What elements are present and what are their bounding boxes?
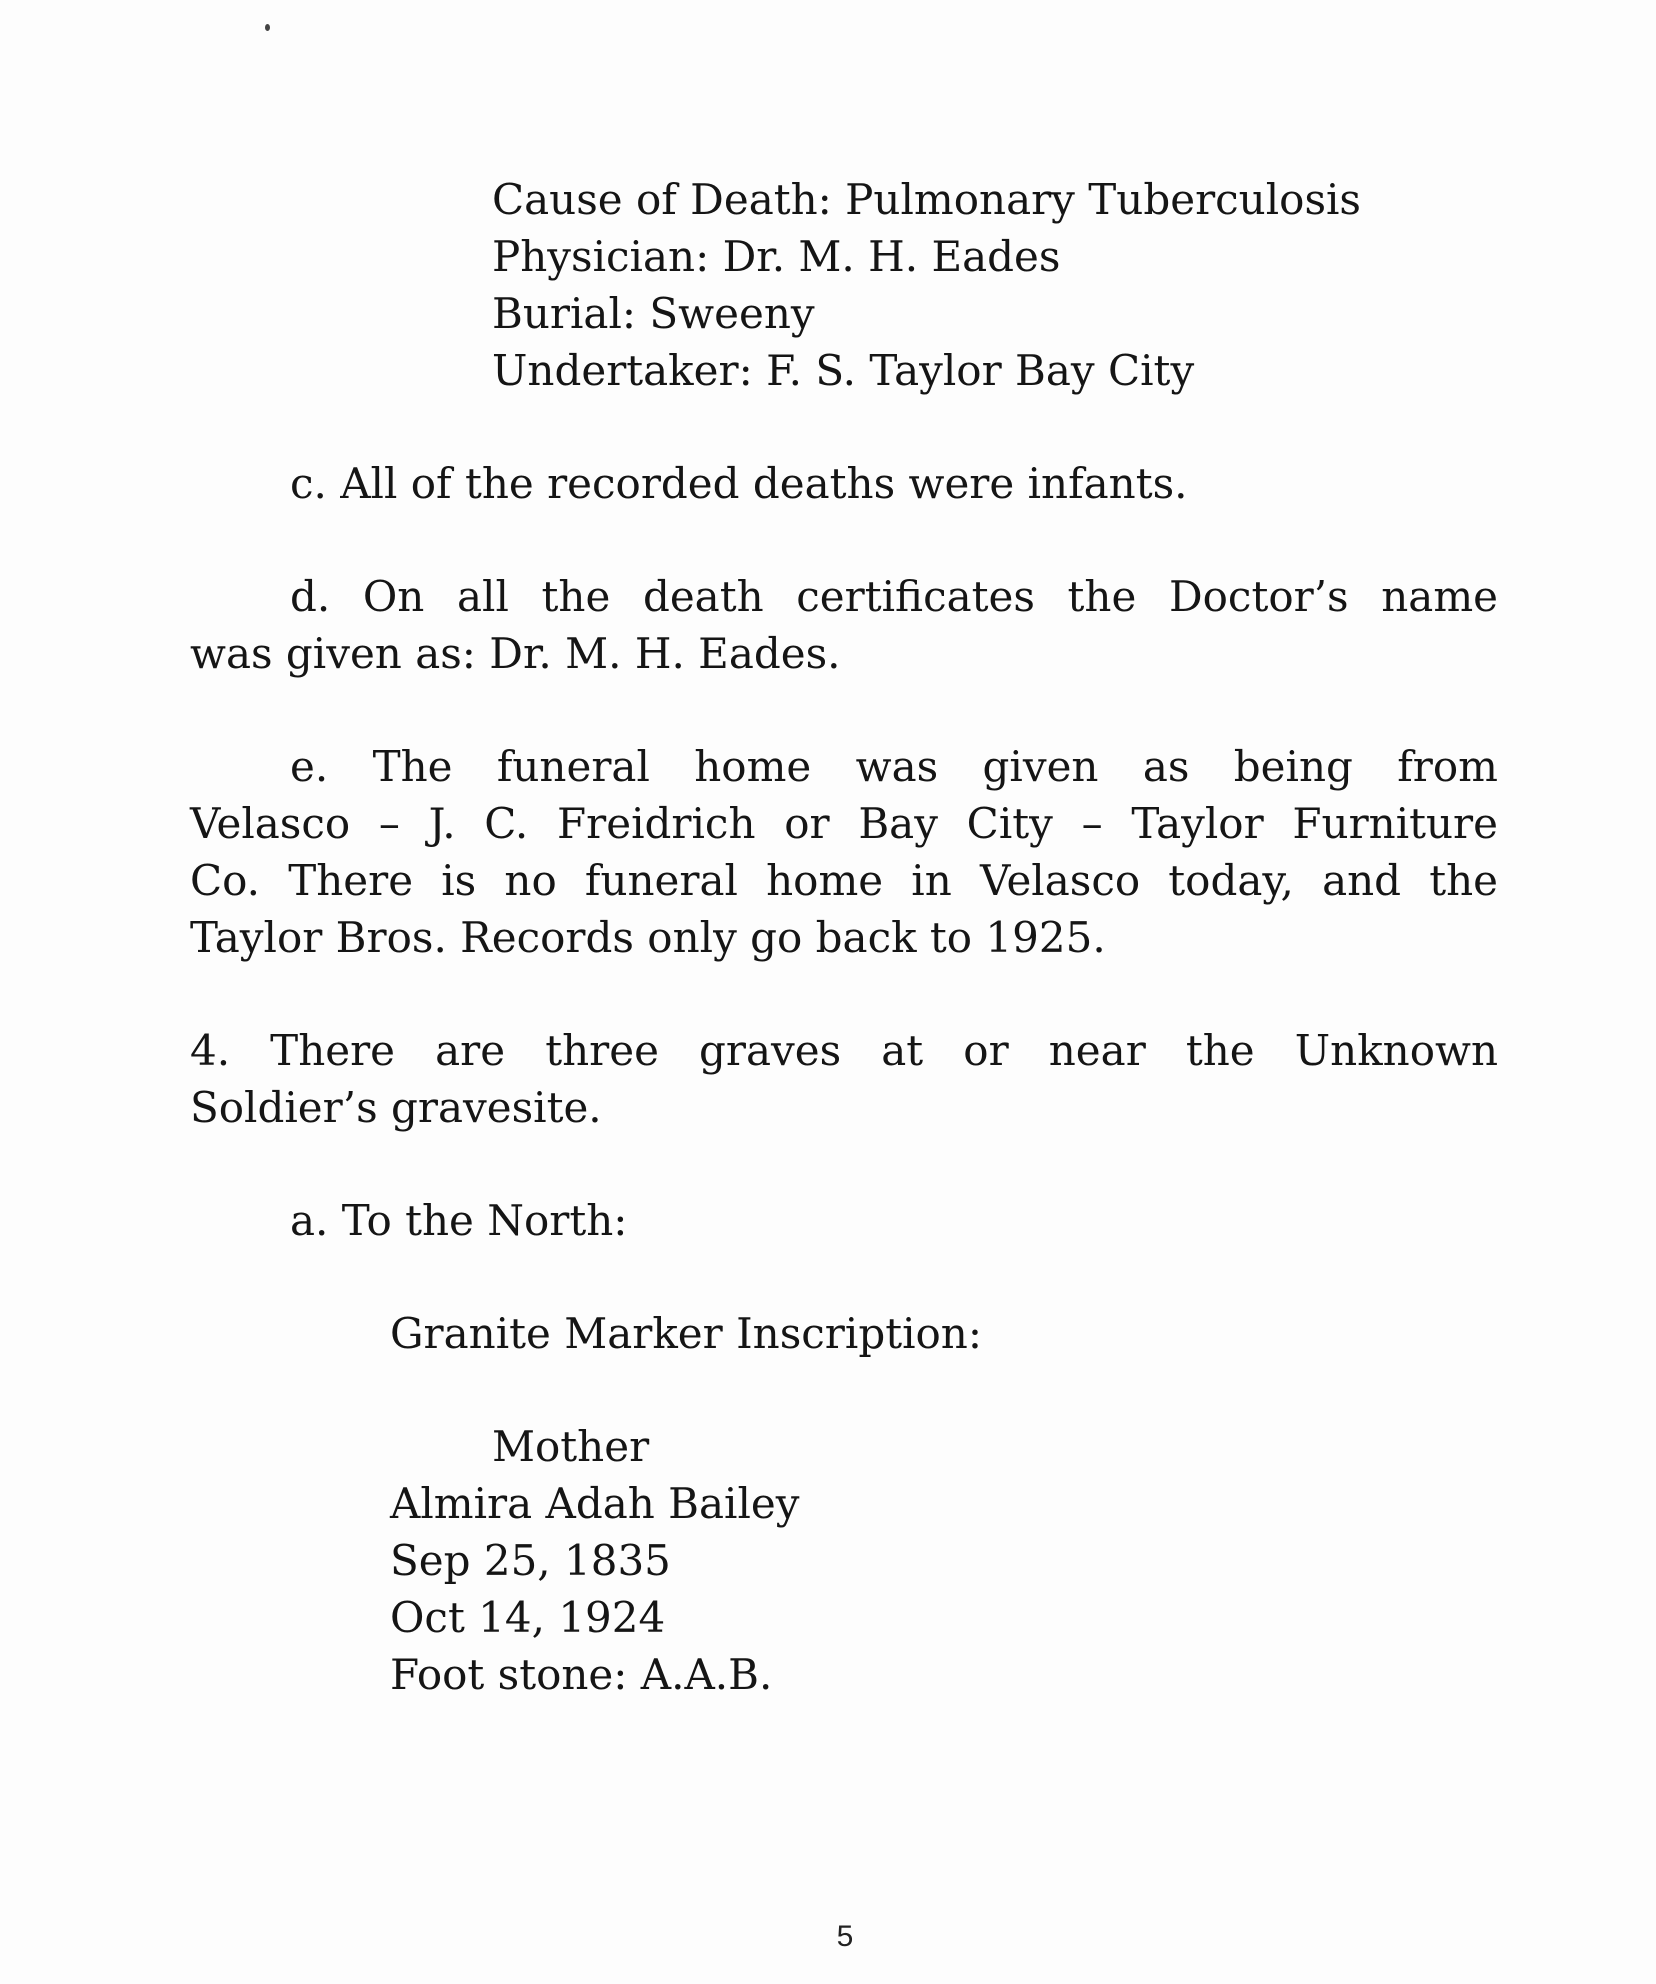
- inscription-title: Mother: [492, 1422, 650, 1471]
- item-e-line-4: Taylor Bros. Records only go back to 1925.: [190, 913, 1106, 962]
- inscription-name: Almira Adah Bailey: [390, 1479, 800, 1528]
- north-heading: a. To the North:: [290, 1196, 628, 1245]
- item-d-line-2: was given as: Dr. M. H. Eades.: [190, 629, 841, 678]
- inscription-died: Oct 14, 1924: [390, 1593, 666, 1642]
- item-e-line-1: e. The funeral home was given as being from: [290, 742, 1498, 791]
- page-number: 5: [836, 1920, 854, 1953]
- item-e-line-2: Velasco – J. C. Freidrich or Bay City – Taylor Furniture: [190, 799, 1498, 848]
- burial-line: Burial: Sweeny: [492, 289, 815, 338]
- physician-line: Physician: Dr. M. H. Eades: [492, 232, 1061, 281]
- marker-label: Granite Marker Inscription:: [390, 1309, 982, 1358]
- inscription-foot-stone: Foot stone: A.A.B.: [390, 1650, 773, 1699]
- item-4-line-1: 4. There are three graves at or near the Unknown: [190, 1026, 1498, 1075]
- cause-of-death-line: Cause of Death: Pulmonary Tuberculosis: [492, 175, 1361, 224]
- item-d-line-1: d. On all the death certificates the Doctor’s name: [290, 572, 1498, 621]
- item-4-line-2: Soldier’s gravesite.: [190, 1083, 602, 1132]
- inscription-born: Sep 25, 1835: [390, 1536, 671, 1585]
- scan-speck: [265, 24, 270, 31]
- item-e-line-3: Co. There is no funeral home in Velasco today, and the: [190, 856, 1498, 905]
- item-c: c. All of the recorded deaths were infants.: [290, 459, 1188, 508]
- undertaker-line: Undertaker: F. S. Taylor Bay City: [492, 346, 1195, 395]
